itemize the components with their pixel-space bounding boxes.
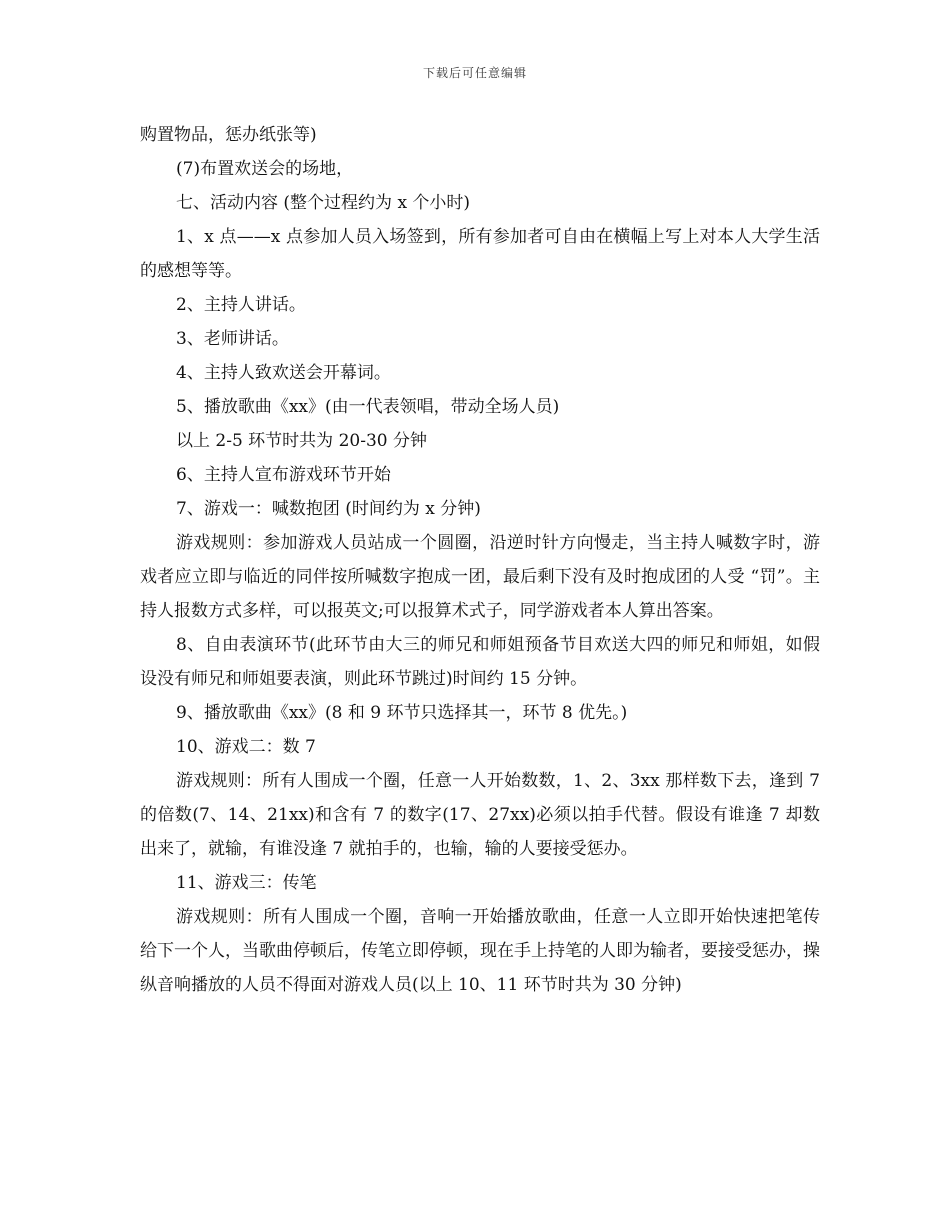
paragraph-item-2: 2、主持人讲话。 (176, 295, 306, 315)
paragraph-item-8-performance: 8、自由表演环节(此环节由大三的师兄和师姐预备节目欢送大四的师兄和师姐，如假设没有师兄和师姐要表演，则此环节跳过)时间约 15 分钟。 (140, 635, 820, 689)
paragraph-item-7-game-one: 7、游戏一：喊数抱团 (时间约为 x 分钟) (176, 499, 481, 519)
paragraph-item-10-game-two: 10、游戏二：数 7 (176, 737, 316, 757)
paragraph-item-4: 4、主持人致欢送会开幕词。 (176, 363, 391, 383)
paragraph-item-9-song: 9、播放歌曲《xx》(8 和 9 环节只选择其一，环节 8 优先。) (176, 703, 628, 723)
paragraph-item-1-sign-in: 1、x 点——x 点参加人员入场签到，所有参加者可自由在横幅上写上对本人大学生活的感想等等。 (140, 227, 820, 281)
paragraph-game-one-rules: 游戏规则：参加游戏人员站成一个圆圈，沿逆时针方向慢走，当主持人喊数字时，游戏者应立即与临近的同伴按所喊数字抱成一团，最后剩下没有及时抱成团的人受 “罚”。主持人报数方式多样，可以报英文;可以报算术式子，同学游戏者本人算出答案。 (140, 533, 820, 621)
paragraph-item-5: 5、播放歌曲《xx》(由一代表领唱，带动全场人员) (176, 397, 560, 417)
section-heading-activity-content: 七、活动内容 (整个过程约为 x 个小时) (176, 193, 471, 213)
paragraph-game-two-rules: 游戏规则：所有人围成一个圈，任意一人开始数数，1、2、3xx 那样数下去，逢到 7 的倍数(7、14、21xx)和含有 7 的数字(17、27xx)必须以拍手代替。假设有谁逢 7 却数出来了，就输，有谁没逢 7 就拍手的，也输，输的人要接受惩办。 (140, 771, 820, 859)
paragraph-item-3: 3、老师讲话。 (176, 329, 289, 349)
paragraph-supplies-continued: 购置物品，惩办纸张等) (140, 125, 317, 145)
paragraph-item-6: 6、主持人宣布游戏环节开始 (176, 465, 391, 485)
paragraph-game-three-rules: 游戏规则：所有人围成一个圈，音响一开始播放歌曲，任意一人立即开始快速把笔传给下一个人，当歌曲停顿后，传笔立即停顿，现在手上持笔的人即为输者，要接受惩办，操纵音响播放的人员不得面对游戏人员(以上 10、11 环节时共为 30 分钟) (140, 907, 820, 995)
document-body (140, 118, 820, 1002)
paragraph-item-11-game-three: 11、游戏三：传笔 (176, 873, 317, 893)
paragraph-duration-2-5: 以上 2-5 环节时共为 20-30 分钟 (176, 431, 427, 451)
paragraph-venue-setup: (7)布置欢送会的场地， (176, 159, 354, 179)
page-header: 下载后可任意编辑 (422, 66, 527, 80)
